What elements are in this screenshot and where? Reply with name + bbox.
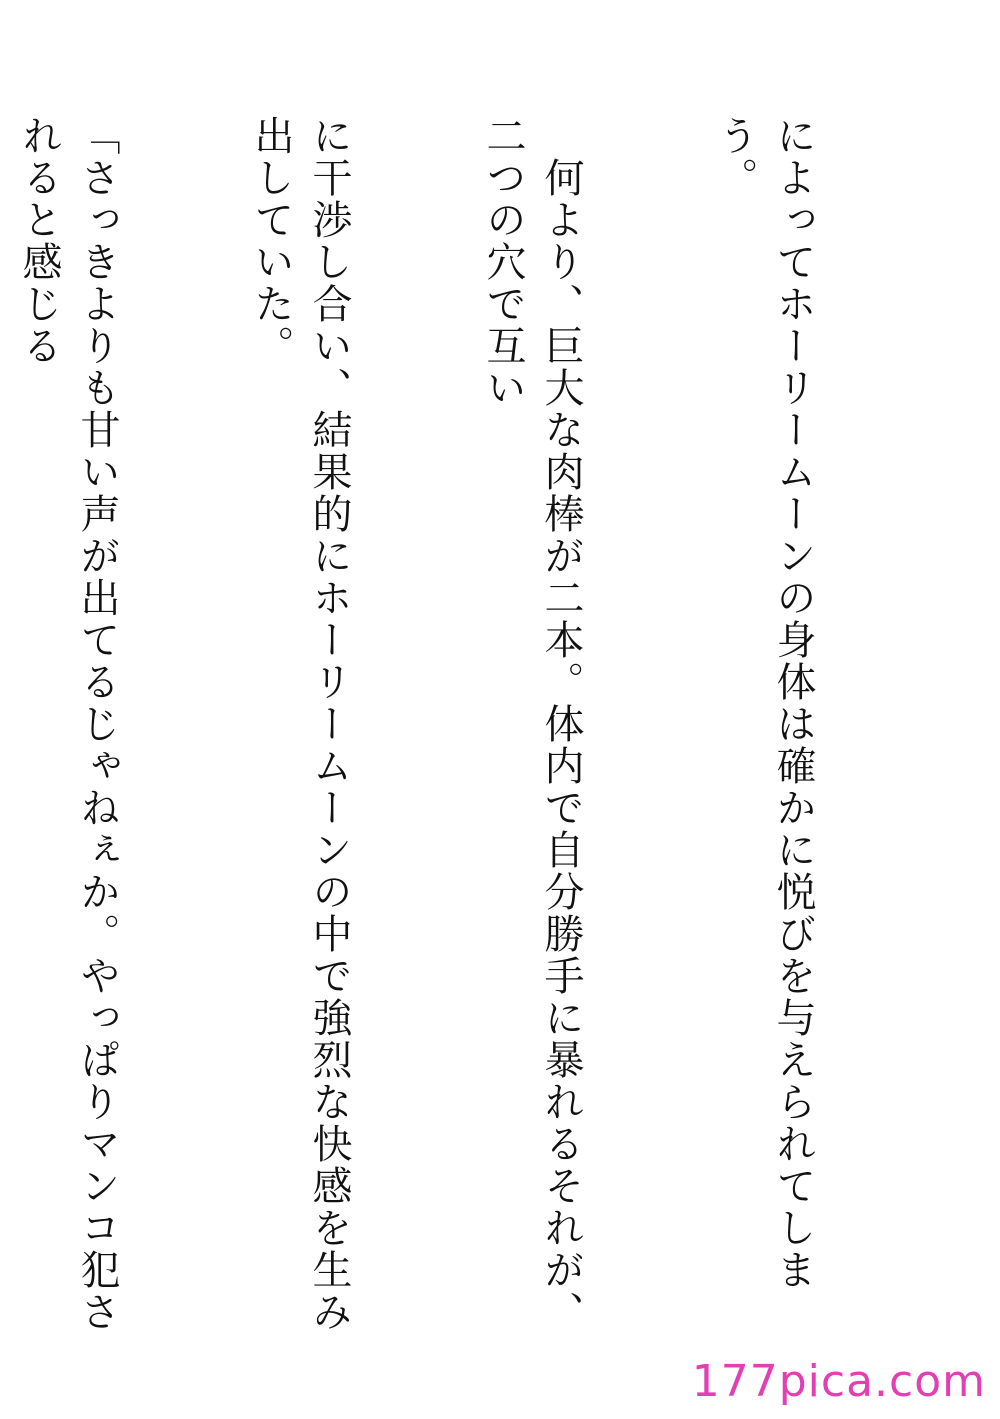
- watermark: 177pica.com: [691, 1356, 986, 1407]
- text-line: によってホーリームーンの身体は確かに悦びを与えられてしまう。: [712, 115, 816, 1291]
- vertical-text-body: [0, 115, 938, 1355]
- text-line: 「さっきよりも甘い声が出てるじゃねぇか。やっぱりマンコ犯されると感じる: [16, 115, 120, 1333]
- text-line: に干渉し合い、結果的にホーリームーンの中で強烈な快感を生み出していた。: [248, 115, 352, 1333]
- text-line: 何より、巨大な肉棒が二本。体内で自分勝手に暴れるそれが、二つの穴で互い: [480, 115, 584, 1333]
